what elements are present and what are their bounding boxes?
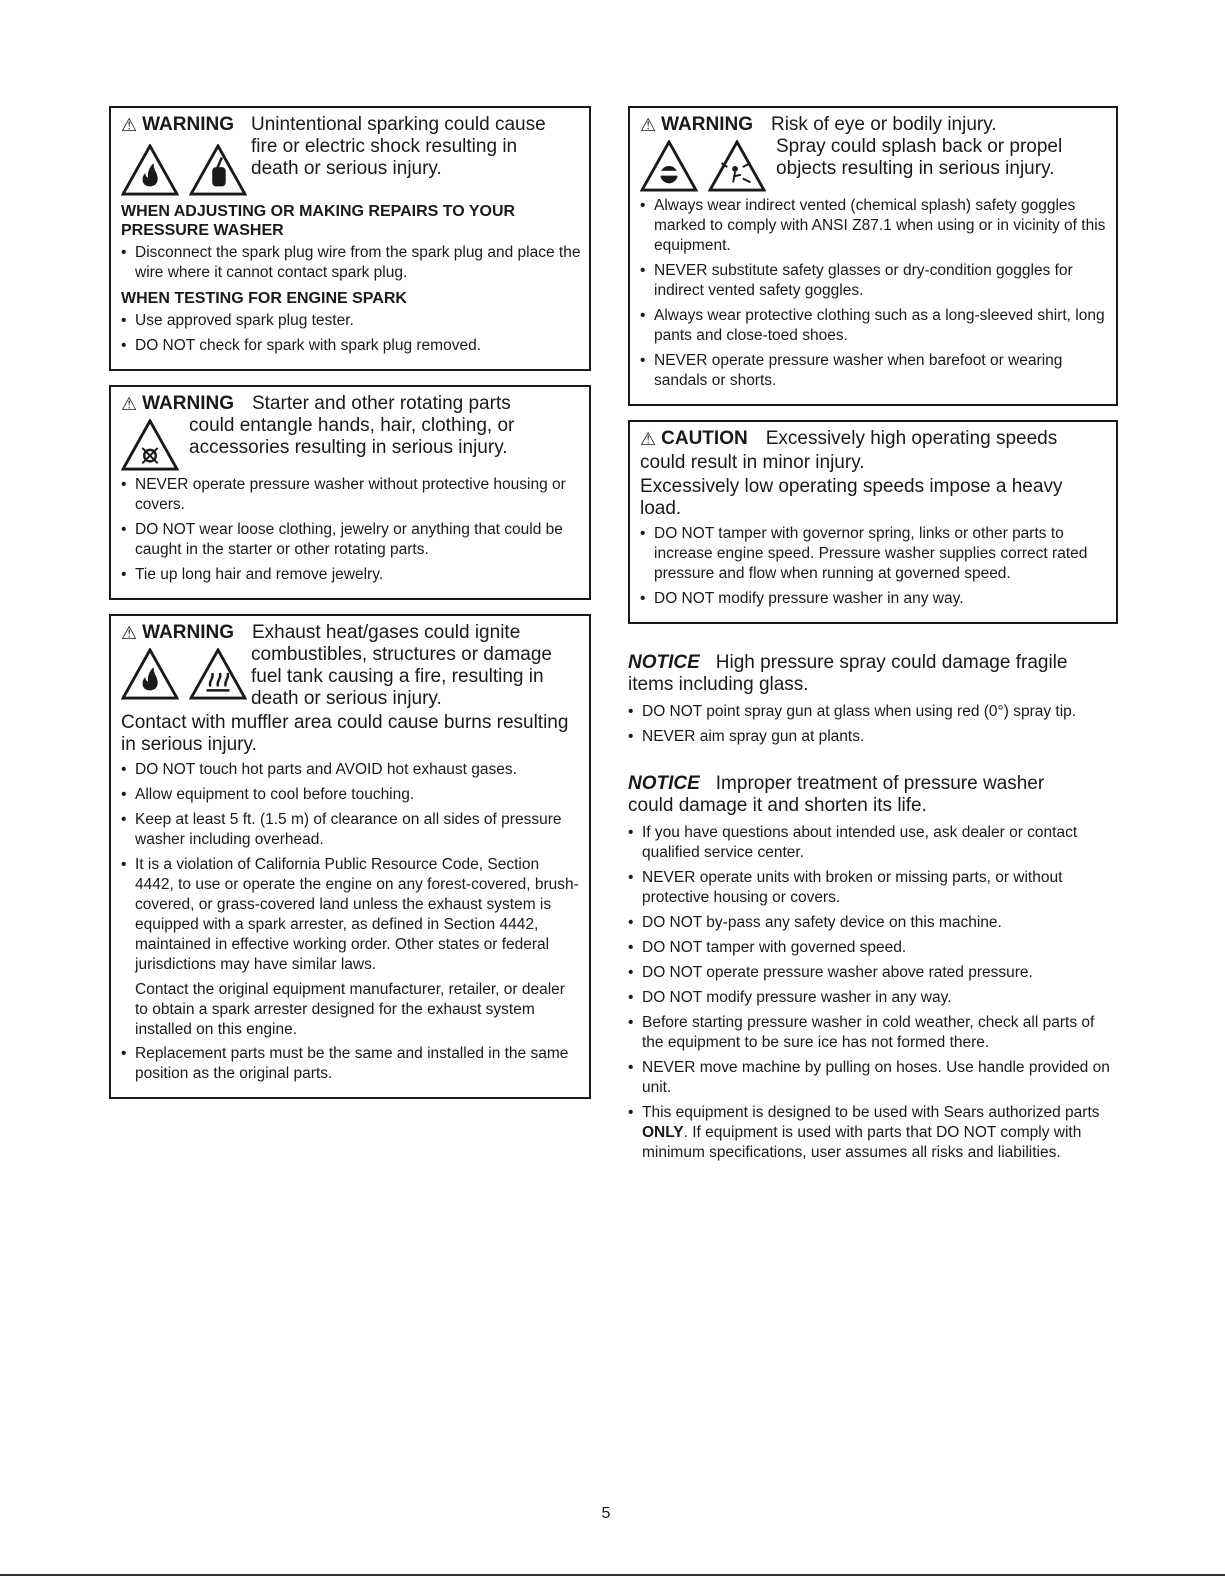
notice-fragile-items xyxy=(628,652,1118,747)
list-item: • It is a violation of California Public Resource Code, Section 4442, to use or operate the engine on any forest-covered, brush-covered, or grass-covered land unless the exhaust system is equipped with a spark arrester, as defined in Section 4442, maintained in effective working order. Other states or federal jurisdictions may have similar laws. xyxy=(121,855,581,975)
warning-triangle-icon: ⚠ xyxy=(121,623,138,643)
bullet-list xyxy=(628,702,1118,747)
list-item: • Always wear protective clothing such as a long-sleeved shirt, long pants and close-toed shoes. xyxy=(640,306,1108,346)
notice-text-rest: could damage it and shorten its life. xyxy=(628,795,927,816)
list-item: • This equipment is designed to be used with Sears authorized parts ONLY. If equipment is used with parts that DO NOT comply with minimum specifications, user assumes all risks and liabilities. xyxy=(628,1103,1118,1163)
list-item: • DO NOT operate pressure washer above rated pressure. xyxy=(628,963,1118,983)
bullet-list xyxy=(640,524,1108,609)
list-item: • DO NOT touch hot parts and AVOID hot exhaust gases. xyxy=(121,760,581,780)
warning-box-sparking xyxy=(109,106,591,371)
warning-triangle-icon: ⚠ xyxy=(640,429,657,449)
flying-objects-icon xyxy=(708,140,766,192)
warning-triangle-icon: ⚠ xyxy=(121,394,138,414)
hazard-statement-first: Exhaust heat/gases could ignite xyxy=(251,622,521,643)
section-heading: WHEN TESTING FOR ENGINE SPARK xyxy=(121,290,407,307)
hot-surface-icon xyxy=(189,648,247,700)
warning-box-rotating-parts xyxy=(109,385,591,600)
hazard-statement: could result in minor injury. xyxy=(640,452,865,473)
hazard-statement-first: Starter and other rotating parts xyxy=(251,393,511,414)
list-item: • Allow equipment to cool before touching. xyxy=(121,785,581,805)
list-item: • DO NOT point spray gun at glass when using red (0°) spray tip. xyxy=(628,702,1118,722)
warning-triangle-icon: ⚠ xyxy=(640,115,657,135)
warning-box-eye-injury xyxy=(628,106,1118,406)
warning-box-exhaust xyxy=(109,614,591,1099)
list-item: • DO NOT tamper with governed speed. xyxy=(628,938,1118,958)
entanglement-icon xyxy=(121,419,179,471)
list-item: • Keep at least 5 ft. (1.5 m) of clearance on all sides of pressure washer including overhead. xyxy=(121,810,581,850)
list-item: • DO NOT wear loose clothing, jewelry or anything that could be caught in the starter or other rotating parts. xyxy=(121,520,581,560)
bullet-list xyxy=(121,1044,581,1084)
bullet-list xyxy=(640,196,1108,391)
hazard-statement: combustibles, structures or damage fuel tank causing a fire, resulting in death or serious injury. xyxy=(251,644,552,709)
list-item: • DO NOT by-pass any safety device on this machine. xyxy=(628,913,1118,933)
bullet-list xyxy=(121,243,581,283)
list-item: • Tie up long hair and remove jewelry. xyxy=(121,565,581,585)
warning-triangle-icon: ⚠ xyxy=(121,115,138,135)
list-item: • NEVER operate pressure washer without protective housing or covers. xyxy=(121,475,581,515)
list-item: • DO NOT tamper with governor spring, links or other parts to increase engine speed. Pressure washer supplies correct rated pressure and flow when running at governed speed. xyxy=(640,524,1108,584)
notice-text: Improper treatment of pressure washer xyxy=(715,773,1045,794)
bullet-list xyxy=(121,475,581,585)
bottom-rule xyxy=(0,1574,1225,1576)
list-item: • Before starting pressure washer in cold weather, check all parts of the equipment to be sure ice has not formed there. xyxy=(628,1013,1118,1053)
hazard-statement: Unintentional sparking could cause fire or electric shock resulting in death or serious injury. xyxy=(251,114,546,179)
signal-word: ⚠ WARNING xyxy=(640,114,753,135)
hazard-statement-extra: Contact with muffler area could cause burns resulting in serious injury. xyxy=(121,712,569,755)
caution-box-speed xyxy=(628,420,1118,624)
signal-word: ⚠ CAUTION xyxy=(640,428,748,449)
list-item: • If you have questions about intended use, ask dealer or contact qualified service center. xyxy=(628,823,1118,863)
list-item: • NEVER operate pressure washer when barefoot or wearing sandals or shorts. xyxy=(640,351,1108,391)
notice-text: High pressure spray could damage fragile xyxy=(715,652,1068,673)
notice-improper-treatment xyxy=(628,773,1118,1163)
bullet-list xyxy=(121,311,581,356)
page-number: 5 xyxy=(601,1505,611,1522)
list-item: • DO NOT modify pressure washer in any way. xyxy=(628,988,1118,1008)
eye-protection-icon xyxy=(640,140,698,192)
list-item: • DO NOT modify pressure washer in any way. xyxy=(640,589,1108,609)
hazard-statement: Spray could splash back or propel objects resulting in serious injury. xyxy=(776,136,1063,179)
bullet-list xyxy=(121,760,581,975)
section-heading: WHEN ADJUSTING OR MAKING REPAIRS TO YOUR PRESSURE WASHER xyxy=(121,203,516,239)
signal-word: ⚠ WARNING xyxy=(121,622,234,643)
signal-word: ⚠ WARNING xyxy=(121,114,234,135)
bullet-list xyxy=(628,823,1118,1163)
hazard-statement-first: Risk of eye or bodily injury. xyxy=(770,114,997,135)
hazard-statement: could entangle hands, hair, clothing, or accessories resulting in serious injury. xyxy=(189,415,515,458)
list-item: • NEVER move machine by pulling on hoses. Use handle provided on unit. xyxy=(628,1058,1118,1098)
list-item: • Replacement parts must be the same and installed in the same position as the original parts. xyxy=(121,1044,581,1084)
list-item: • Disconnect the spark plug wire from the spark plug and place the wire where it cannot contact spark plug. xyxy=(121,243,581,283)
notice-text-rest: items including glass. xyxy=(628,674,809,695)
hazard-statement-first: Excessively high operating speeds xyxy=(765,428,1058,449)
right-column xyxy=(628,106,1118,1168)
notice-signal: NOTICE xyxy=(628,773,700,794)
hazard-statement-2: Excessively low operating speeds impose a heavy load. xyxy=(640,476,1063,519)
fire-hazard-icon xyxy=(121,144,179,196)
list-item: • Use approved spark plug tester. xyxy=(121,311,581,331)
fire-hazard-icon xyxy=(121,648,179,700)
list-item: • Always wear indirect vented (chemical splash) safety goggles marked to comply with ANSI Z87.1 when using or in vicinity of this equipment. xyxy=(640,196,1108,256)
signal-word: ⚠ WARNING xyxy=(121,393,234,414)
list-item: • NEVER substitute safety glasses or dry-condition goggles for indirect vented safety goggles. xyxy=(640,261,1108,301)
left-column xyxy=(109,106,591,1113)
list-item: • DO NOT check for spark with spark plug removed. xyxy=(121,336,581,356)
notice-signal: NOTICE xyxy=(628,652,700,673)
list-item: • NEVER operate units with broken or missing parts, or without protective housing or covers. xyxy=(628,868,1118,908)
electric-shock-icon xyxy=(189,144,247,196)
paragraph: Contact the original equipment manufacturer, retailer, or dealer to obtain a spark arrester designed for the exhaust system installed on this engine. xyxy=(135,981,565,1038)
list-item: • NEVER aim spray gun at plants. xyxy=(628,727,1118,747)
